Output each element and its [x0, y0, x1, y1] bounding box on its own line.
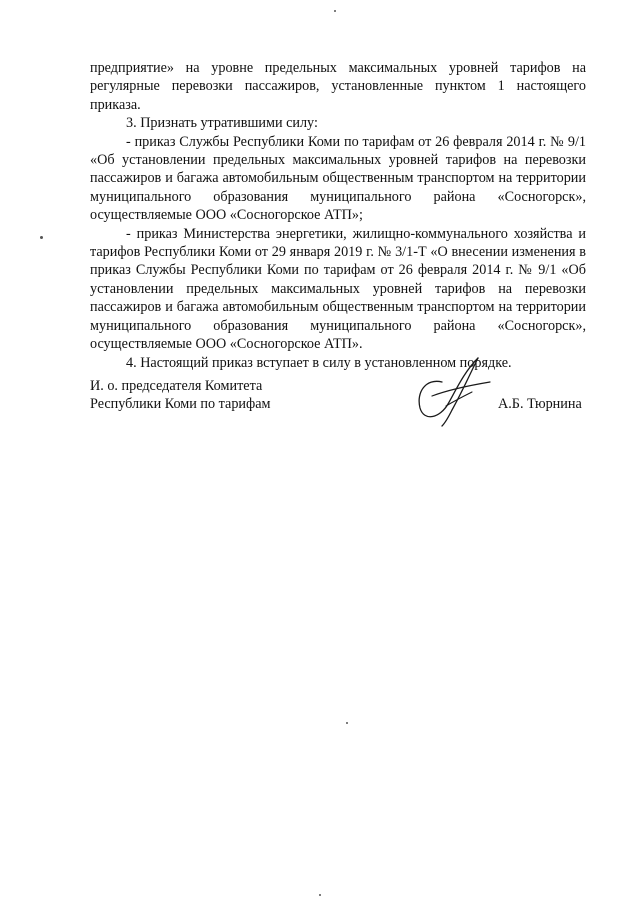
paragraph-item-4: 4. Настоящий приказ вступает в силу в установленном порядке.: [126, 354, 512, 371]
paragraph-item-3: 3. Признать утратившими силу:: [126, 115, 318, 132]
paragraph-repealed-order-2: - приказ Министерства энергетики, жилищно-коммунального хозяйства и тарифов Республики Коми от 29 января 2019 г. № 3/1-Т «О внесении изменения в приказ Службы Республики Коми по тарифам от 26 февраля 2014 г. № 9/1 «Об установлении предельных максимальных уровней тарифов на перевозки пассажиров и багажа автомобильным общественным транспортом на территории муниципального образования муниципального района «Сосногорск», осуществляемые ООО «Сосногорское АТП».: [90, 225, 586, 353]
signer-position-line-1: И. о. председателя Комитета: [90, 378, 263, 394]
scan-speck: [346, 722, 348, 724]
handwritten-signature: [412, 352, 498, 428]
scan-speck: [40, 236, 43, 239]
document-body: [90, 59, 586, 372]
scan-speck: [334, 10, 336, 12]
signer-position-line-2: Республики Коми по тарифам: [90, 396, 271, 413]
paragraph-continuation: предприятие» на уровне предельных максимальных уровней тарифов на регулярные перевозки пассажиров, установленные пунктом 1 настоящего приказа.: [90, 60, 586, 113]
paragraph-repealed-order-1: - приказ Службы Республики Коми по тарифам от 26 февраля 2014 г. № 9/1 «Об установлении предельных максимальных уровней тарифов на перевозки пассажиров и багажа автомобильным общественным транспортом на территории муниципального образования муниципального района «Сосногорск», осуществляемые ООО «Сосногорское АТП»;: [90, 133, 586, 224]
signer-name: А.Б. Тюрнина: [498, 396, 582, 412]
scan-speck: [319, 894, 321, 896]
signer-position: [90, 377, 350, 414]
